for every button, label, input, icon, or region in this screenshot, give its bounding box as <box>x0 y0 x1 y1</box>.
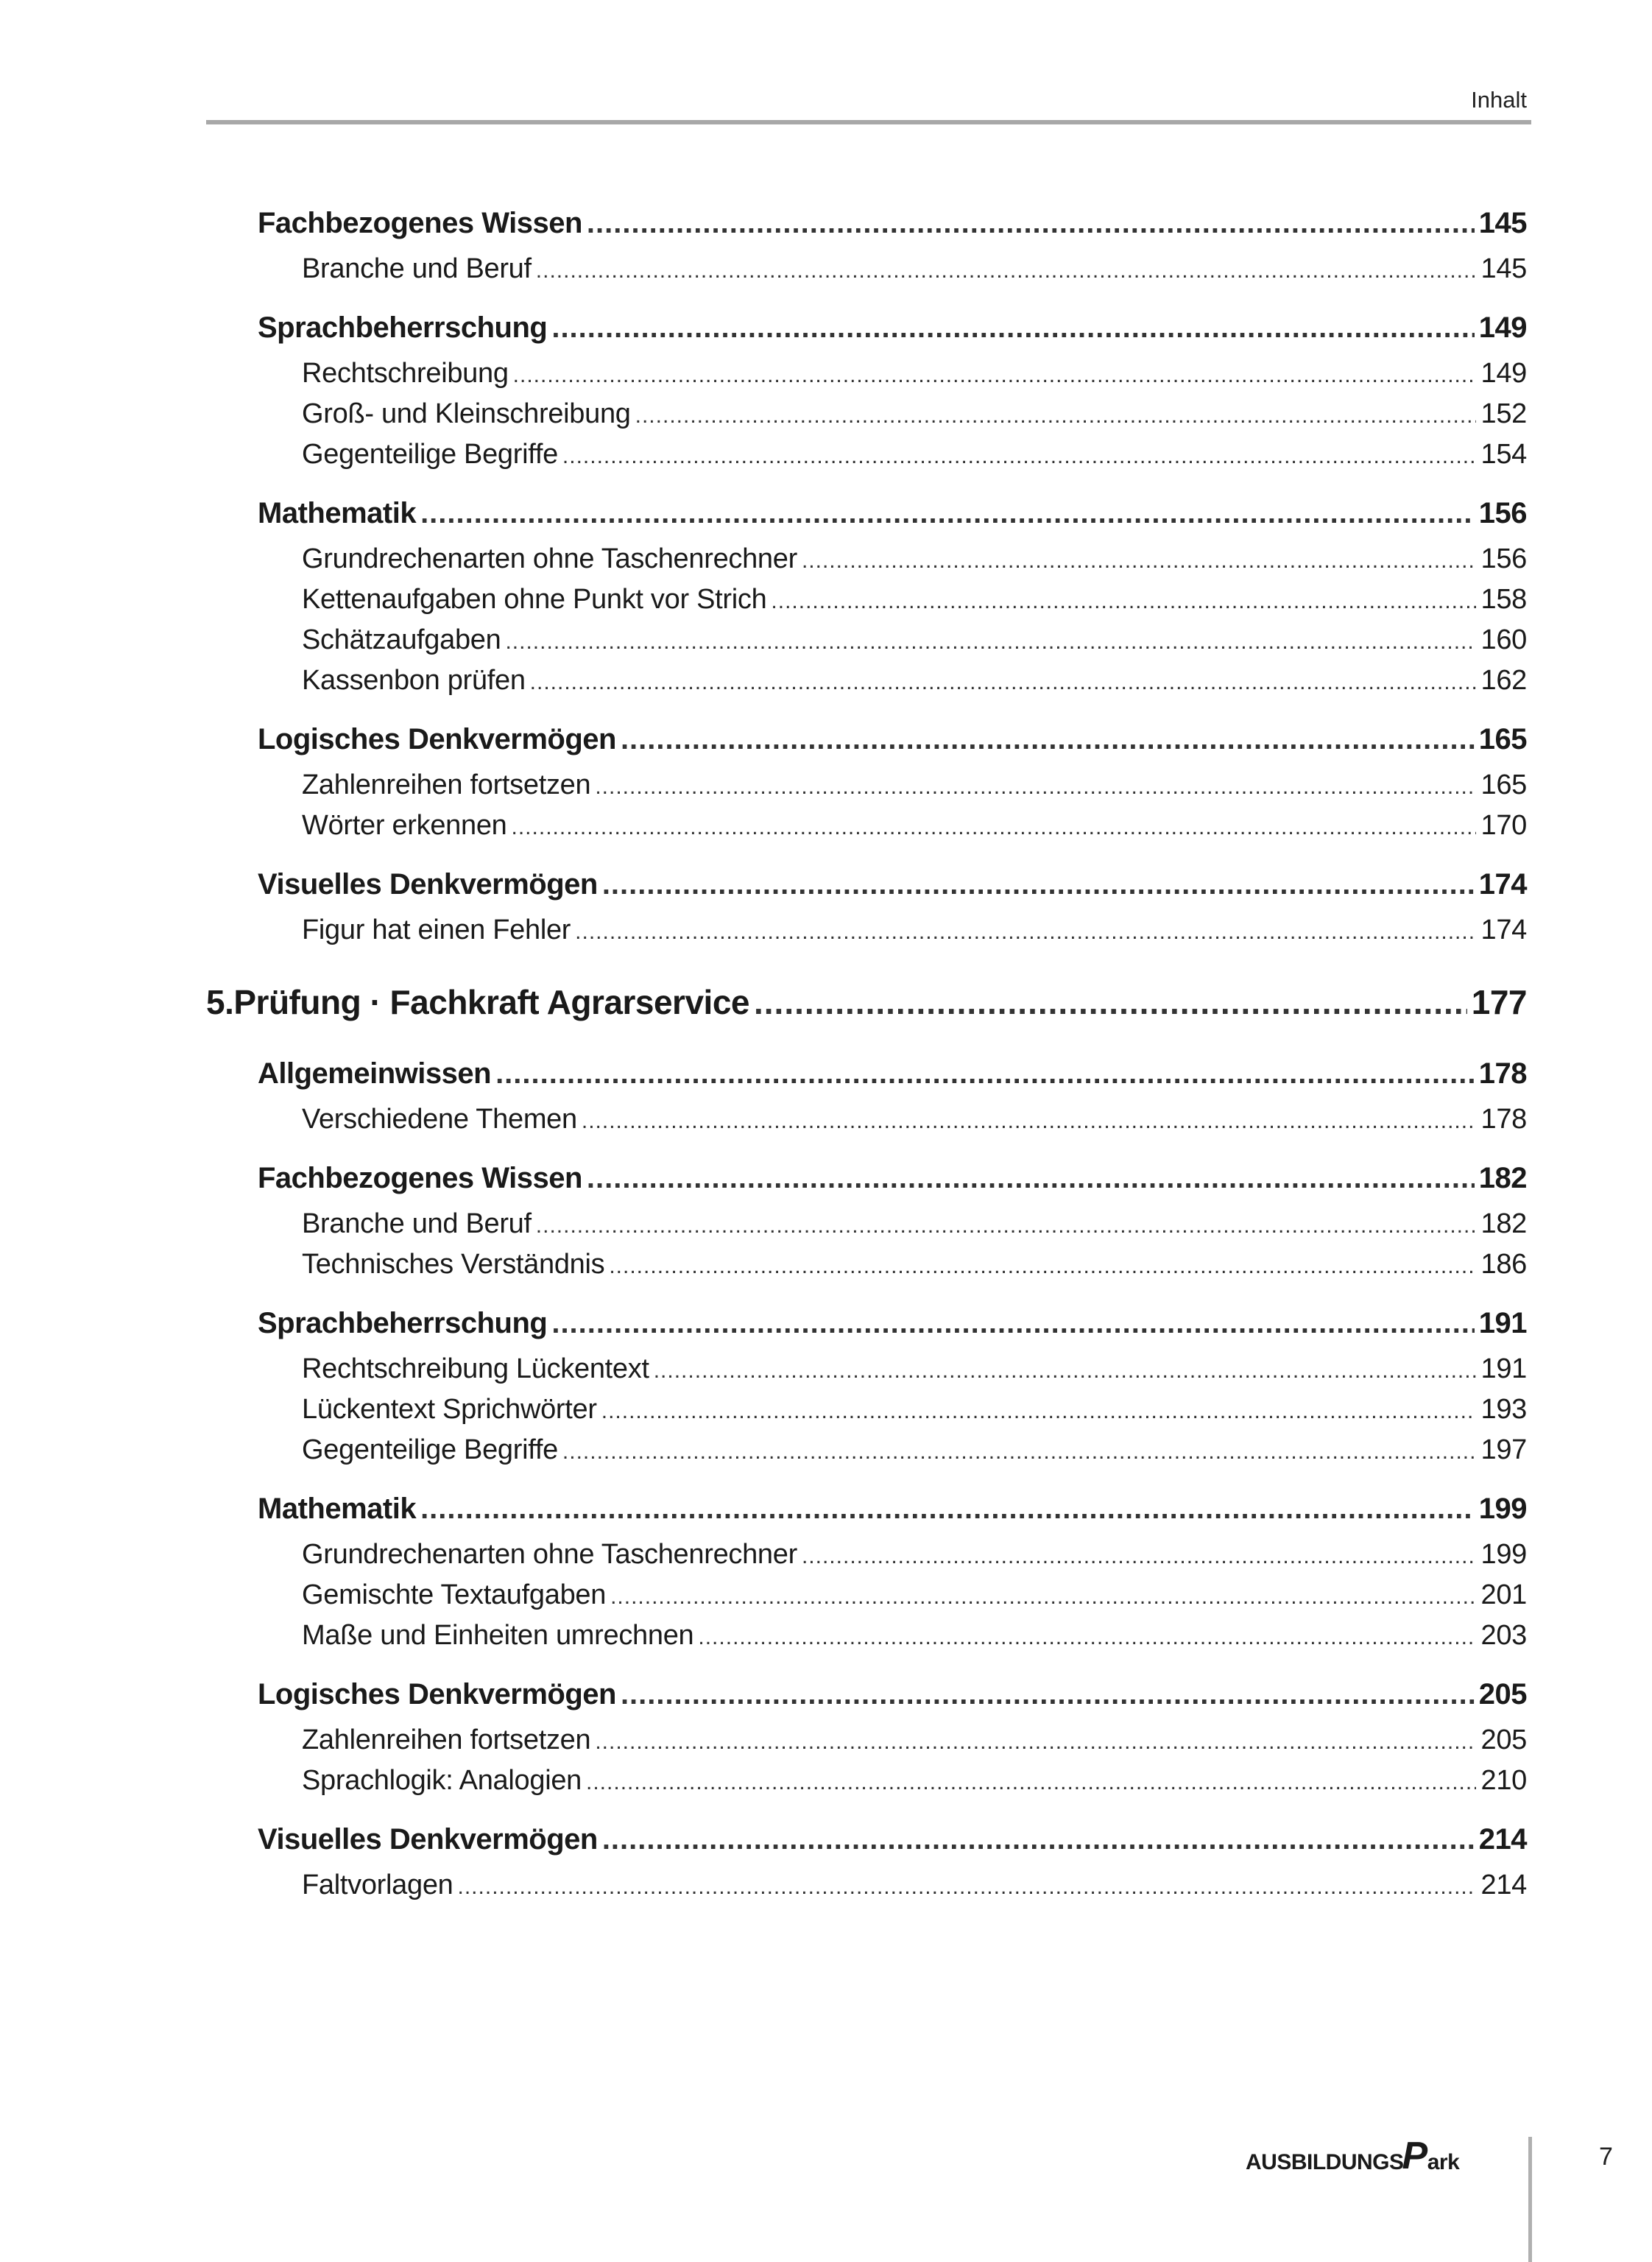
toc-chapter <box>206 973 1527 1032</box>
dot-leader <box>602 859 1475 910</box>
toc-entry-label: Zahlenreihen fortsetzen <box>302 769 591 800</box>
dot-leader <box>621 1669 1475 1720</box>
dot-leader <box>586 1762 1476 1803</box>
dot-leader <box>754 973 1467 1032</box>
toc-subsection-entry[interactable] <box>206 1575 1527 1616</box>
toc-section-group <box>206 1669 1527 1801</box>
toc-entry-label: Logisches Denkvermögen <box>258 723 616 755</box>
toc-entry-label: Fachbezogenes Wissen <box>258 207 582 239</box>
toc-section-entry[interactable] <box>206 1048 1527 1099</box>
toc-entry-label: Visuelles Denkvermögen <box>258 868 598 901</box>
toc-entry-label: Sprachbeherrschung <box>258 311 548 344</box>
toc-page-number: 156 <box>1480 543 1527 574</box>
toc-entry-label: Wörter erkennen <box>302 810 507 841</box>
toc-entry-label: Grundrechenarten ohne Taschenrechner <box>302 1539 797 1570</box>
dot-leader <box>601 1391 1477 1431</box>
toc-subsection-entry[interactable] <box>206 806 1527 846</box>
toc-entry-label: Rechtschreibung Lückentext <box>302 1353 649 1384</box>
toc-entry-label: Branche und Beruf <box>302 253 532 284</box>
toc-subsection-entry[interactable] <box>206 249 1527 289</box>
toc-page-number: 170 <box>1480 810 1527 841</box>
dot-leader <box>610 1576 1476 1617</box>
toc-section-entry[interactable] <box>206 714 1527 765</box>
toc-page-number: 165 <box>1480 769 1527 800</box>
toc-section-entry[interactable] <box>206 1297 1527 1349</box>
toc-entry-label: Sprachlogik: Analogien <box>302 1765 582 1796</box>
dot-leader <box>698 1617 1476 1657</box>
toc-subsection-entry[interactable] <box>206 434 1527 475</box>
toc-page-number: 210 <box>1480 1765 1527 1796</box>
dot-leader <box>536 1205 1477 1246</box>
toc-section-group <box>206 1483 1527 1656</box>
toc-section-entry[interactable] <box>206 1483 1527 1535</box>
dot-leader <box>512 807 1477 848</box>
toc-subsection-entry[interactable] <box>206 1761 1527 1801</box>
toc-entry-label: Faltvorlagen <box>302 1870 453 1900</box>
toc-subsection-entry[interactable] <box>206 353 1527 394</box>
toc-entry-label: Grundrechenarten ohne Taschenrechner <box>302 543 797 574</box>
dot-leader <box>802 1536 1477 1576</box>
toc-entry-label: Gegenteilige Begriffe <box>302 1434 558 1465</box>
toc-entry-label: Visuelles Denkvermögen <box>258 1823 598 1856</box>
dot-leader <box>513 355 1477 395</box>
toc-page-number: 193 <box>1480 1394 1527 1425</box>
logo-text: AUSBILDUNGS <box>1246 2150 1404 2174</box>
toc-section-group <box>206 1152 1527 1285</box>
toc-subsection-entry[interactable] <box>206 1099 1527 1140</box>
dot-leader <box>587 1152 1475 1204</box>
toc-page-number: 178 <box>1480 1104 1527 1135</box>
toc-subsection-entry[interactable] <box>206 910 1527 951</box>
toc-page-number: 174 <box>1480 915 1527 945</box>
toc-subsection-entry[interactable] <box>206 660 1527 701</box>
toc-page-number: 174 <box>1478 868 1527 901</box>
toc-subsection-entry[interactable] <box>206 1535 1527 1575</box>
toc-page-number: 199 <box>1478 1493 1527 1525</box>
toc-page-number: 177 <box>1471 983 1527 1021</box>
toc-entry-label: Mathematik <box>258 1493 417 1525</box>
toc-subsection-entry[interactable] <box>206 765 1527 806</box>
toc-page-number: 149 <box>1478 311 1527 344</box>
toc-page-number: 197 <box>1480 1434 1527 1465</box>
dot-leader <box>562 1431 1477 1472</box>
toc-subsection-entry[interactable] <box>206 1204 1527 1244</box>
toc-page-number: 191 <box>1478 1307 1527 1339</box>
publisher-logo <box>1246 2137 1459 2175</box>
toc-page-number: 165 <box>1478 723 1527 755</box>
table-of-contents <box>206 197 1527 1918</box>
toc-page-number: 182 <box>1480 1208 1527 1239</box>
chapter-number: 5. <box>206 983 234 1021</box>
logo-p-mark: P <box>1402 2135 1427 2177</box>
dot-leader <box>575 912 1476 952</box>
dot-leader <box>530 662 1477 702</box>
toc-section-group <box>206 714 1527 846</box>
toc-section-group <box>206 1297 1527 1470</box>
toc-page-number: 182 <box>1478 1162 1527 1194</box>
toc-page-number: 158 <box>1480 584 1527 615</box>
dot-leader <box>802 540 1477 581</box>
dot-leader <box>654 1350 1477 1391</box>
dot-leader <box>587 197 1475 249</box>
toc-page-number: 149 <box>1480 358 1527 389</box>
toc-section-group <box>206 1048 1527 1140</box>
dot-leader <box>635 395 1477 436</box>
dot-leader <box>420 1483 1475 1535</box>
toc-entry-label: Rechtschreibung <box>302 358 509 389</box>
toc-subsection-entry[interactable] <box>206 1720 1527 1761</box>
toc-subsection-entry[interactable] <box>206 579 1527 620</box>
toc-page-number: 178 <box>1478 1057 1527 1090</box>
toc-page-number: 154 <box>1480 439 1527 470</box>
dot-leader <box>495 1048 1475 1099</box>
dot-leader <box>771 581 1476 621</box>
toc-entry-label: Mathematik <box>258 497 417 529</box>
toc-entry-label: Fachbezogenes Wissen <box>258 1162 582 1194</box>
toc-page-number: 162 <box>1480 665 1527 696</box>
toc-entry-label: Prüfung · Fachkraft Agrarservice <box>233 983 749 1021</box>
toc-page-number: 156 <box>1478 497 1527 529</box>
toc-entry-label: Groß- und Kleinschreibung <box>302 398 631 429</box>
header-rule <box>206 120 1531 124</box>
toc-entry-label: Kettenaufgaben ohne Punkt vor Strich <box>302 584 767 615</box>
dot-leader <box>562 436 1477 476</box>
toc-entry-label: Gegenteilige Begriffe <box>302 439 558 470</box>
toc-page-number: 152 <box>1480 398 1527 429</box>
toc-entry-label: Allgemeinwissen <box>258 1057 492 1090</box>
toc-subsection-entry[interactable] <box>206 1616 1527 1656</box>
toc-entry-label: Verschiedene Themen <box>302 1104 577 1135</box>
toc-subsection-entry[interactable] <box>206 1865 1527 1906</box>
toc-page-number: 160 <box>1480 624 1527 655</box>
toc-section-group <box>206 197 1527 289</box>
toc-entry-label: Logisches Denkvermögen <box>258 1678 616 1710</box>
toc-page-number: 203 <box>1480 1620 1527 1651</box>
toc-entry-label: Branche und Beruf <box>302 1208 532 1239</box>
toc-entry-label: Schätzaufgaben <box>302 624 501 655</box>
toc-subsection-entry[interactable] <box>206 1430 1527 1470</box>
toc-section-group <box>206 859 1527 951</box>
toc-section-entry[interactable] <box>206 302 1527 353</box>
toc-section-group <box>206 302 1527 475</box>
dot-leader <box>505 621 1476 662</box>
toc-subsection-entry[interactable] <box>206 1349 1527 1389</box>
toc-page-number: 199 <box>1480 1539 1527 1570</box>
toc-section-entry[interactable] <box>206 487 1527 539</box>
toc-section-entry[interactable] <box>206 197 1527 249</box>
dot-leader <box>551 1297 1474 1349</box>
toc-entry-label: Lückentext Sprichwörter <box>302 1394 597 1425</box>
dot-leader <box>595 767 1476 807</box>
toc-subsection-entry[interactable] <box>206 1389 1527 1430</box>
toc-chapter-entry[interactable] <box>206 973 1527 1032</box>
dot-leader <box>582 1101 1477 1141</box>
toc-page-number: 145 <box>1480 253 1527 284</box>
toc-section-entry[interactable] <box>206 1814 1527 1865</box>
dot-leader <box>602 1814 1475 1865</box>
toc-subsection-entry[interactable] <box>206 1244 1527 1285</box>
toc-entry-label: Technisches Verständnis <box>302 1249 605 1280</box>
toc-page-number: 201 <box>1480 1579 1527 1610</box>
toc-page-number: 186 <box>1480 1249 1527 1280</box>
toc-entry-label: Kassenbon prüfen <box>302 665 526 696</box>
toc-subsection-entry[interactable] <box>206 620 1527 660</box>
dot-leader <box>420 487 1475 539</box>
toc-entry-label: Sprachbeherrschung <box>258 1307 548 1339</box>
dot-leader <box>551 302 1474 353</box>
toc-entry-label: Zahlenreihen fortsetzen <box>302 1724 591 1755</box>
dot-leader <box>609 1246 1476 1286</box>
running-head: Inhalt <box>1471 87 1527 113</box>
toc-page-number: 214 <box>1478 1823 1527 1856</box>
toc-subsection-entry[interactable] <box>206 394 1527 434</box>
toc-page-number: 191 <box>1480 1353 1527 1384</box>
toc-section-entry[interactable] <box>206 1669 1527 1720</box>
toc-page-number: 214 <box>1480 1870 1527 1900</box>
toc-page-number: 205 <box>1480 1724 1527 1755</box>
toc-page-number: 145 <box>1478 207 1527 239</box>
footer-rule <box>1528 2137 1532 2262</box>
toc-section-group <box>206 1814 1527 1906</box>
toc-page-number: 205 <box>1478 1678 1527 1710</box>
dot-leader <box>458 1867 1477 1907</box>
toc-section-entry[interactable] <box>206 1152 1527 1204</box>
toc-subsection-entry[interactable] <box>206 539 1527 579</box>
toc-section-entry[interactable] <box>206 859 1527 910</box>
page-number: 7 <box>1599 2143 1613 2171</box>
toc-section-group <box>206 487 1527 701</box>
dot-leader <box>536 250 1477 291</box>
toc-entry-label: Gemischte Textaufgaben <box>302 1579 607 1610</box>
dot-leader <box>595 1722 1476 1762</box>
toc-entry-label: Figur hat einen Fehler <box>302 915 571 945</box>
logo-text-rest: ark <box>1427 2150 1460 2174</box>
toc-entry-label: Maße und Einheiten umrechnen <box>302 1620 694 1651</box>
dot-leader <box>621 714 1475 765</box>
